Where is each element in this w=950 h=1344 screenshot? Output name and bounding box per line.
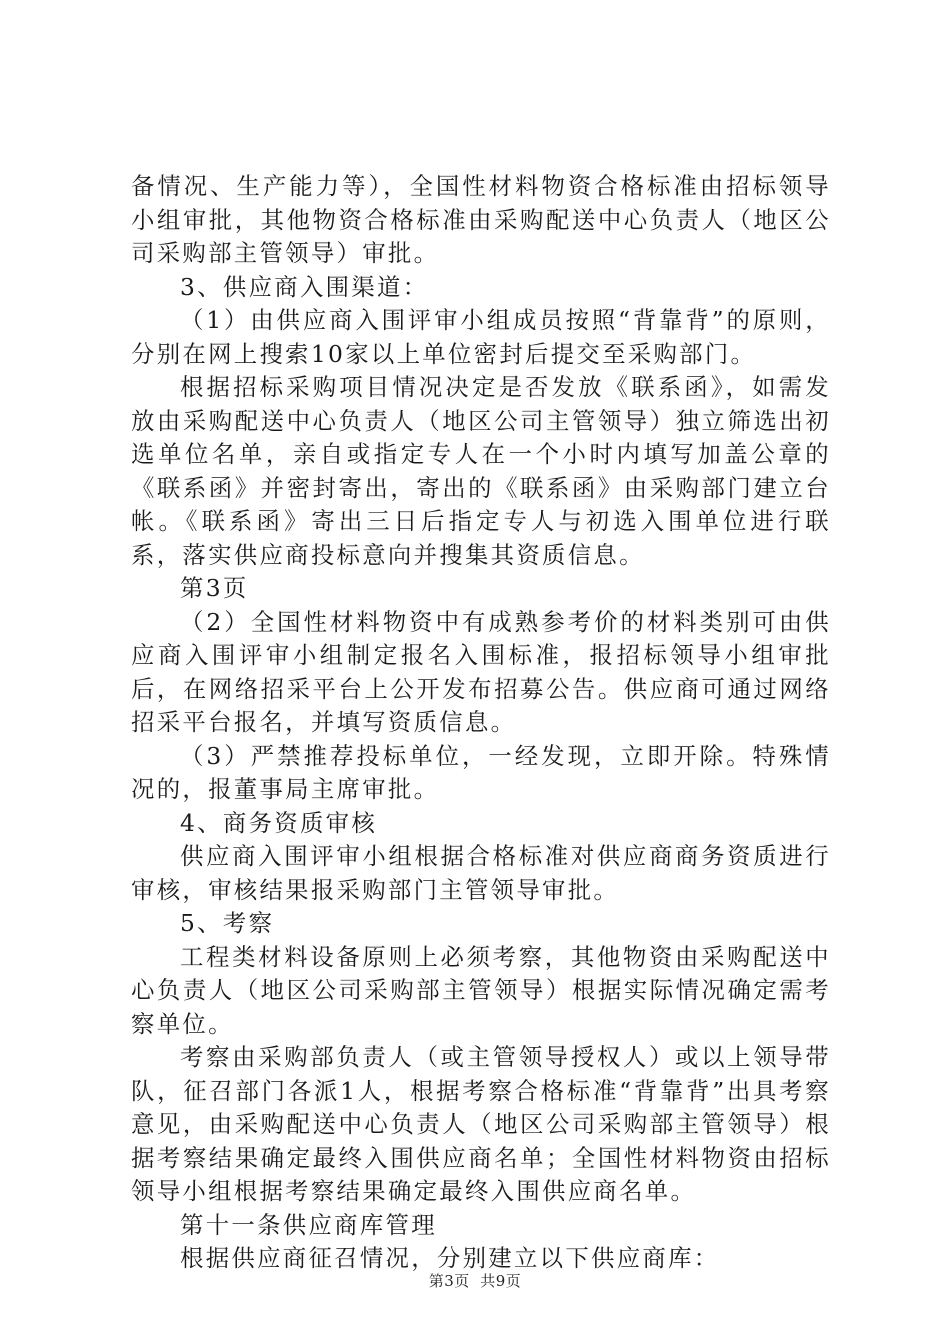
paragraph-continuation: 备情况、生产能力等），全国性材料物资合格标准由招标领导小组审批，其他物资合格标准由采购配送中心负责人（地区公司采购部主管领导）审批。 [131,172,831,267]
paragraph-item-1: （1）由供应商入围评审小组成员按照“背靠背”的原则，分别在网上搜索10家以上单位密封后提交至采购部门。 [131,306,831,368]
section-heading-supplier-channels: 3、供应商入围渠道： [180,272,429,301]
section-heading-business-review: 4、商务资质审核 [180,808,378,837]
paragraph-business-review: 供应商入围评审小组根据合格标准对供应商商务资质进行审核，审核结果报采购部门主管领导审批。 [131,842,831,904]
inline-page-marker: 第3页 [180,574,249,602]
paragraph-inspection-scope: 工程类材料设备原则上必须考察，其他物资由采购配送中心负责人（地区公司采购部主管领导）根据实际情况确定需考察单位。 [131,942,831,1038]
document-body [131,170,831,1276]
page-footer: 第3页 共9页 [428,1272,522,1290]
paragraph-item-3: （3）严禁推荐投标单位，一经发现，立即开除。特殊情况的，报董事局主席审批。 [131,741,831,803]
section-heading-inspection: 5、考察 [180,909,275,937]
article-heading-supplier-library: 第十一条供应商库管理 [180,1210,437,1239]
paragraph-inspection-process: 考察由采购部负责人（或主管领导授权人）或以上领导带队，征召部门各派1人，根据考察合格标准“背靠背”出具考察意见，由采购配送中心负责人（地区公司采购部主管领导）根据考察结果确定最终入围供应商名单；全国性材料物资由招标领导小组根据考察结果确定最终入围供应商名单。 [131,1043,831,1205]
paragraph-contact-letter: 根据招标采购项目情况决定是否发放《联系函》，如需发放由采购配送中心负责人（地区公司主管领导）独立筛选出初选单位名单，亲自或指定专人在一个小时内填写加盖公章的《联系函》并密封寄出，寄出的《联系函》由采购部门建立台帐。《联系函》寄出三日后指定专人与初选入围单位进行联系，落实供应商投标意向并搜集其资质信息。 [131,373,831,569]
paragraph-item-2: （2）全国性材料物资中有成熟参考价的材料类别可由供应商入围评审小组制定报名入围标准，报招标领导小组审批后，在网络招采平台上公开发布招募公告。供应商可通过网络招采平台报名，并填写资质信息。 [131,607,831,736]
paragraph-supplier-library: 根据供应商征召情况，分别建立以下供应商库： [180,1244,720,1272]
